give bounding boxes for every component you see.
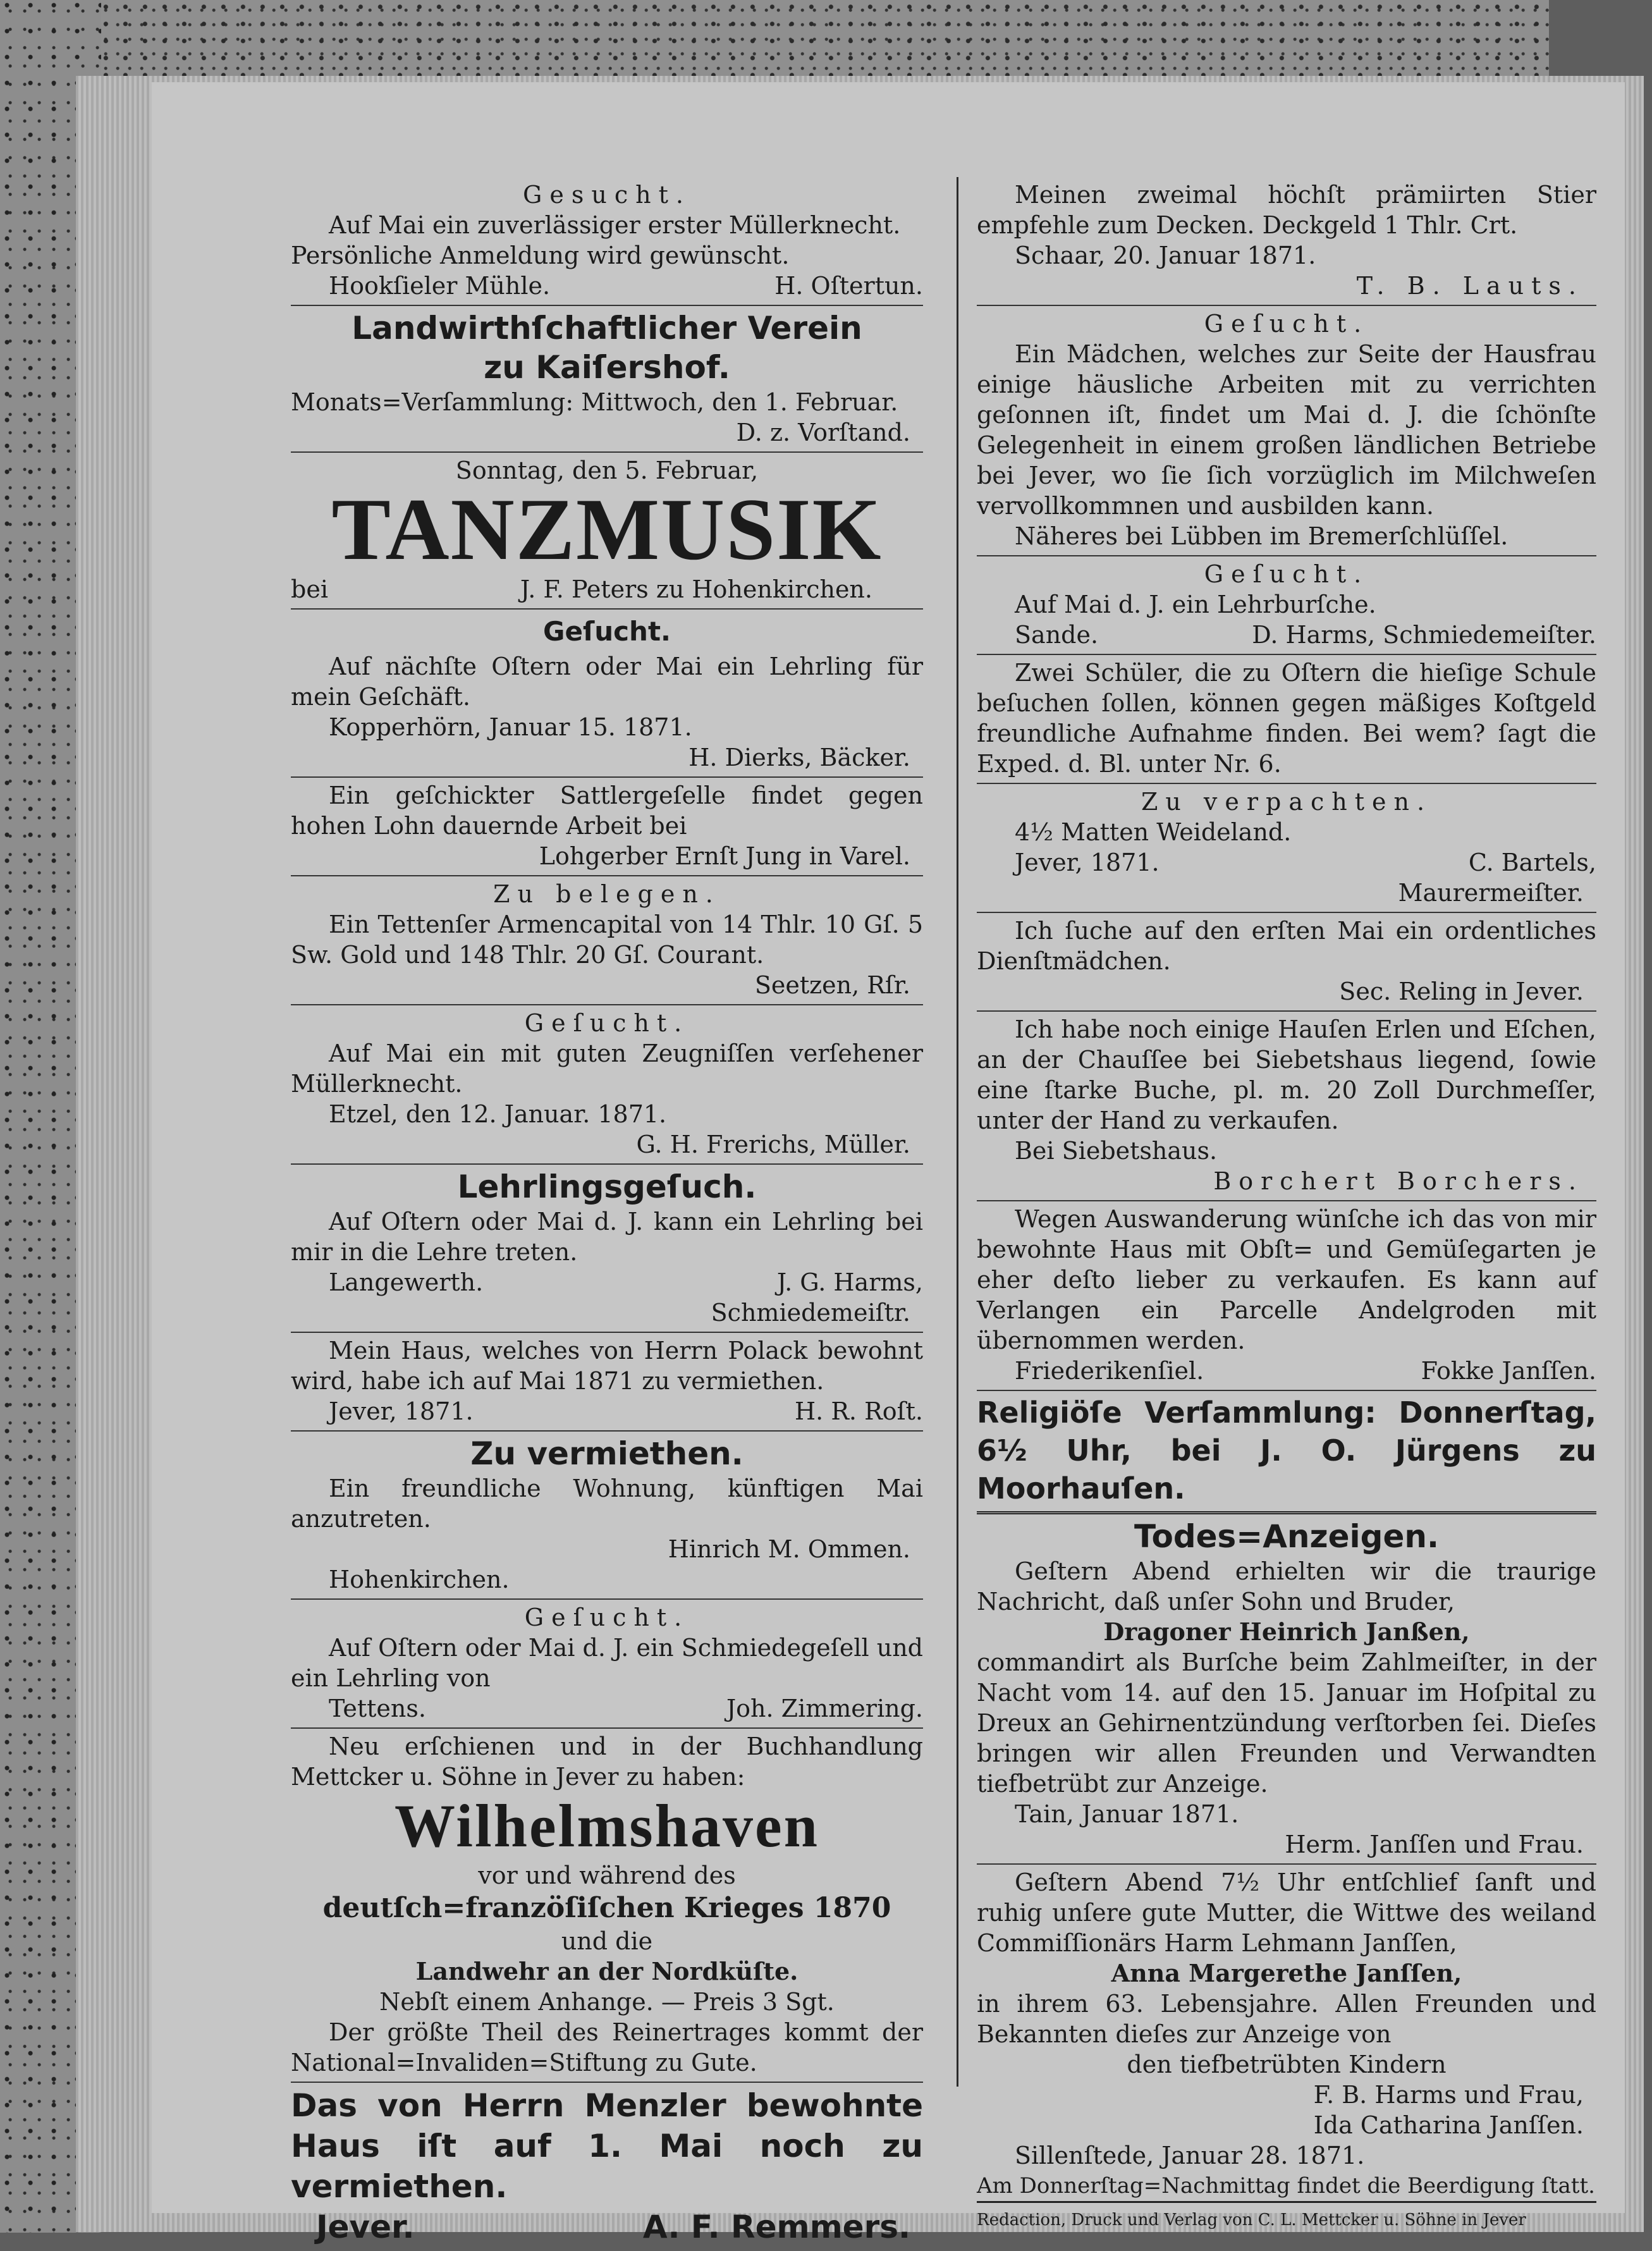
ad-text: Ich ſuche auf den erſten Mai ein ordentliches Dienſtmädchen. <box>977 917 1596 975</box>
ad-text: Auf Mai ein mit guten Zeugniſſen verſehener Müllerknecht. <box>291 1040 923 1098</box>
ad-gesucht-lehrling <box>291 610 923 778</box>
ad-signature-line <box>291 2207 923 2247</box>
ad-text: Auf Mai d. J. ein Lehrburſche. <box>1015 591 1376 618</box>
ad-heading: Geſucht. <box>524 1604 690 1631</box>
ad-text: Geſtern Abend 7½ Uhr entſchlief ſanft und ruhig unſere gute Mutter, die Wittwe des weiland Commiſſionärs Harm Lehmann Janſſen, <box>977 1868 1596 1957</box>
ad-heading: Zu vermiethen. <box>470 1435 743 1472</box>
ad-signature: H. Oſtertun. <box>774 272 923 300</box>
ad-text: Persönliche Anmeldung wird gewünscht. <box>291 242 790 269</box>
ad-place: Friederikenſiel. <box>1015 1357 1204 1385</box>
ad-subtitle: deutſch=franzöſiſchen Krieges 1870 <box>322 1892 891 1924</box>
ad-signature: D. Harms, Schmiedemeiſter. <box>1252 621 1596 649</box>
ad-signature: Schmiedemeiſtr. <box>711 1299 910 1327</box>
ad-signature-line <box>291 271 923 301</box>
ad-zu-verpachten <box>977 784 1596 913</box>
ad-signature: Joh. Zimmering. <box>726 1695 923 1722</box>
ad-signature: A. F. Remmers. <box>642 2209 910 2245</box>
ad-text: Ein geſchickter Sattlergeſelle findet gegen hohen Lohn dauernde Arbeit bei <box>291 782 923 840</box>
ad-text: Das von Herrn Menzler bewohnte Haus iſt auf 1. Mai noch zu vermiethen. <box>291 2087 923 2205</box>
ad-text: Bei Siebetshaus. <box>1015 1137 1218 1165</box>
ad-buch-wilhelmshaven <box>291 1729 923 2083</box>
ad-text: Ein Tettenſer Armencapital von 14 Thlr. 10 Gſ. 5 Sw. Gold und 148 Thlr. 20 Gſ. Courant. <box>291 911 923 969</box>
ad-text: Der größte Theil des Reinertrages kommt der National=Invaliden=Stiftung zu Gute. <box>291 2018 923 2076</box>
ad-erlen-eschen <box>977 1012 1596 1201</box>
column-divider <box>957 177 958 2087</box>
scan-background-top <box>0 0 1549 89</box>
ad-gesucht-lehrbursche <box>977 556 1596 655</box>
ad-text: in ihrem 63. Lebensjahre. Allen Freunden und Bekannten dieſes zur Anzeige von <box>977 1990 1596 2048</box>
ad-haus-vermiethen <box>291 1333 923 1432</box>
ad-text: Auf nächſte Oſtern oder Mai ein Lehrling für mein Geſchäft. <box>291 653 923 711</box>
section-heading: Todes=Anzeigen. <box>1134 1518 1439 1555</box>
ad-tanzmusik <box>291 453 923 610</box>
ad-text: Geſtern Abend erhielten wir die traurige Nachricht, daß unſer Sohn und Bruder, <box>977 1557 1596 1616</box>
ad-signature: Ida Catharina Janſſen. <box>1313 2111 1584 2139</box>
ad-sattlergeselle <box>291 778 923 876</box>
ad-signature-line <box>291 1267 923 1297</box>
ad-signature: Hinrich M. Ommen. <box>668 1535 910 1563</box>
ad-title-large: Wilhelmshaven <box>395 1792 819 1860</box>
ad-signature: Fokke Janſſen. <box>1421 1357 1596 1385</box>
ad-religioese-versammlung <box>977 1391 1596 1514</box>
ad-heading: Geſucht. <box>1204 310 1369 338</box>
ad-signature: T. B. Lauts. <box>1356 272 1584 300</box>
ad-place: Kopperhörn, Januar 15. 1871. <box>329 713 692 741</box>
ad-auswanderung <box>977 1201 1596 1391</box>
ad-heading: Zu verpachten. <box>1141 788 1433 816</box>
ad-signature-line <box>291 1693 923 1724</box>
ad-signature: H. Dierks, Bäcker. <box>688 744 910 771</box>
ad-text: Ich habe noch einige Hauſen Erlen und Eſchen, an der Chauſſee bei Siebetshaus liegend, ſowie eine ſtarke Buche, pl. m. 20 Zoll Durchmeſſer, unter der Hand zu verkaufen. <box>977 1015 1596 1134</box>
ad-signature-line <box>977 1356 1596 1386</box>
ad-text: commandirt als Burſche beim Zahlmeiſter, in der Nacht vom 14. auf den 15. Januar im Hoſpital zu Dreux an Gehirnentzündung verſtorben ſei. Dieſes bringen wir allen Freunden und Verwandten tiefbetrübt zur Anzeige. <box>977 1648 1596 1798</box>
ad-text: Nebſt einem Anhange. — Preis 3 Sgt. <box>379 1988 835 2016</box>
ad-heading: Zu belegen. <box>493 880 721 908</box>
deceased-name: Dragoner Heinrich Janßen, <box>1103 1617 1470 1646</box>
ad-heading: Gesucht. <box>523 181 691 209</box>
ad-signature-line <box>977 620 1596 650</box>
ad-place: Jever, 1871. <box>329 1397 474 1425</box>
ad-place: Langewerth. <box>329 1268 484 1296</box>
ad-subtitle: Landwehr an der Nordküſte. <box>415 1957 798 1985</box>
ad-signature-line <box>977 847 1596 878</box>
ad-gesucht-mueller-etzel <box>291 1005 923 1165</box>
ad-text: Auf Oſtern oder Mai d. J. kann ein Lehrling bei mir in die Lehre treten. <box>291 1208 923 1266</box>
ad-todes-anzeige-anna <box>977 1865 1596 2235</box>
ad-signature: Herm. Janſſen und Frau. <box>1285 1831 1584 1858</box>
ad-signature: F. B. Harms und Frau, <box>1313 2081 1584 2109</box>
ad-lehrlingsgesuch <box>291 1165 923 1333</box>
ad-place: Jever, 1871. <box>1015 849 1159 876</box>
ad-text: Sonntag, den 5. Februar, <box>455 457 759 484</box>
ad-gesucht-maedchen <box>977 306 1596 556</box>
ad-text: J. F. Peters zu Hohenkirchen. <box>520 575 872 603</box>
ad-zu-belegen <box>291 876 923 1005</box>
ad-signature: C. Bartels, <box>1468 849 1596 876</box>
ad-todes-anzeige-heinrich <box>977 1514 1596 1865</box>
ad-signature-line <box>291 1396 923 1426</box>
ad-signature: D. z. Vorſtand. <box>736 419 910 446</box>
ad-text: Religiöſe Verſammlung: Donnerſtag, 6½ Uhr, bei J. O. Jürgens zu Moorhauſen. <box>977 1395 1596 1506</box>
ad-place: Etzel, den 12. Januar. 1871. <box>329 1100 667 1128</box>
ad-place: Tain, Januar 1871. <box>1015 1800 1239 1828</box>
deceased-name: Anna Margerethe Janſſen, <box>1111 1959 1462 1987</box>
ad-text: Mein Haus, welches von Herrn Polack bewohnt wird, habe ich auf Mai 1871 zu vermiethen. <box>291 1337 923 1395</box>
ad-signature: Maurermeiſter. <box>1398 879 1584 907</box>
ad-heading: zu Kaiſershof. <box>484 349 730 386</box>
ad-heading: Lehrlingsgeſuch. <box>457 1168 757 1205</box>
ad-text: Auf Oſtern oder Mai d. J. ein Schmiedegeſell und ein Lehrling von <box>291 1634 923 1692</box>
ad-text: Zwei Schüler, die zu Oſtern die hieſige Schule beſuchen ſollen, können gegen mäßiges Koſtgeld freundliche Aufnahme finden. Bei wem? ſagt die Exped. d. Bl. unter Nr. 6. <box>977 659 1596 778</box>
ad-gesucht-muellerknecht <box>291 177 923 306</box>
ad-text: und die <box>561 1927 653 1955</box>
ad-place: Hookſieler Mühle. <box>329 272 551 300</box>
ad-gesucht-schmiedegesell <box>291 1600 923 1729</box>
ad-heading: Geſucht. <box>524 1009 690 1037</box>
ad-signature: J. G. Harms, <box>776 1268 923 1296</box>
ad-text: Meinen zweimal höchſt prämiirten Stier empfehle zum Decken. Deckgeld 1 Thlr. Crt. <box>977 181 1596 239</box>
ad-signature: Lohgerber Ernſt Jung in Varel. <box>539 842 910 870</box>
ad-text: Wegen Auswanderung wünſche ich das von mir bewohnte Haus mit Obſt= und Gemüſegarten je eher deſto lieber zu verkaufen. Es kann auf Verlangen ein Parcelle Andelgroden mit übernommen werden. <box>977 1205 1596 1354</box>
imprint-footer: Redaction, Druck und Verlag von C. L. Mettcker u. Söhne in Jever <box>977 2211 1526 2230</box>
ad-text: Ein freundliche Wohnung, künftigen Mai anzutreten. <box>291 1475 923 1533</box>
ad-zu-vermiethen <box>291 1432 923 1600</box>
ad-text: den tiefbetrübten Kindern <box>1127 2051 1447 2078</box>
ad-signature: G. H. Frerichs, Müller. <box>636 1131 910 1158</box>
ad-heading: Geſucht. <box>543 616 671 647</box>
ad-text: 4½ Matten Weideland. <box>1015 818 1292 846</box>
ad-signature: Borchert Borchers. <box>1213 1167 1584 1195</box>
ad-place: Tettens. <box>329 1695 426 1722</box>
ad-place: Hohenkirchen. <box>329 1566 510 1593</box>
ad-landwirthschaftlicher-verein <box>291 306 923 453</box>
ad-text: vor und während des <box>478 1862 736 1889</box>
ad-zwei-schueler <box>977 655 1596 784</box>
ad-heading: Landwirthſchaftlicher Verein <box>352 310 862 347</box>
ad-text: Näheres bei Lübben im Bremerſchlüſſel. <box>1015 522 1508 550</box>
ad-place: Schaar, 20. Januar 1871. <box>1015 242 1316 269</box>
ad-menzler-haus <box>291 2083 923 2251</box>
ad-text: Ein Mädchen, welches zur Seite der Hausfrau einige häusliche Arbeiten mit zu verrichten geſonnen iſt, findet um Mai d. J. die ſchönſte Gelegenheit in einem großen ländlichen Betriebe bei Jever, wo ſie ſich vorzüglich im Milchweſen vervollkommnen und ausbilden kann. <box>977 340 1596 520</box>
ad-signature: H. R. Roſt. <box>795 1397 923 1425</box>
ad-dienstmaedchen <box>977 913 1596 1012</box>
ad-text: Auf Mai ein zuverlässiger erster Müllerknecht. <box>329 211 901 239</box>
left-column <box>291 177 923 2251</box>
ad-place: Sillenſtede, Januar 28. 1871. <box>1015 2142 1365 2169</box>
ad-text: Neu erſchienen und in der Buchhandlung Mettcker u. Söhne in Jever zu haben: <box>291 1733 923 1791</box>
ad-place: Sande. <box>1015 621 1099 649</box>
ad-stier <box>977 177 1596 306</box>
ad-text: bei <box>291 575 328 603</box>
ad-text: Monats=Verſammlung: Mittwoch, den 1. Februar. <box>291 388 898 416</box>
ad-title-large: TANZMUSIK <box>331 481 883 579</box>
ad-signature: Sec. Reling in Jever. <box>1339 978 1584 1005</box>
ad-signature: Seetzen, Rſr. <box>754 971 910 999</box>
ad-heading: Geſucht. <box>1204 560 1369 588</box>
ad-place: Jever. <box>316 2209 415 2245</box>
ad-text: Am Donnerſtag=Nachmittag findet die Beerdigung ſtatt. <box>977 2171 1596 2203</box>
right-column <box>977 177 1596 2235</box>
ad-location-line <box>291 574 923 604</box>
